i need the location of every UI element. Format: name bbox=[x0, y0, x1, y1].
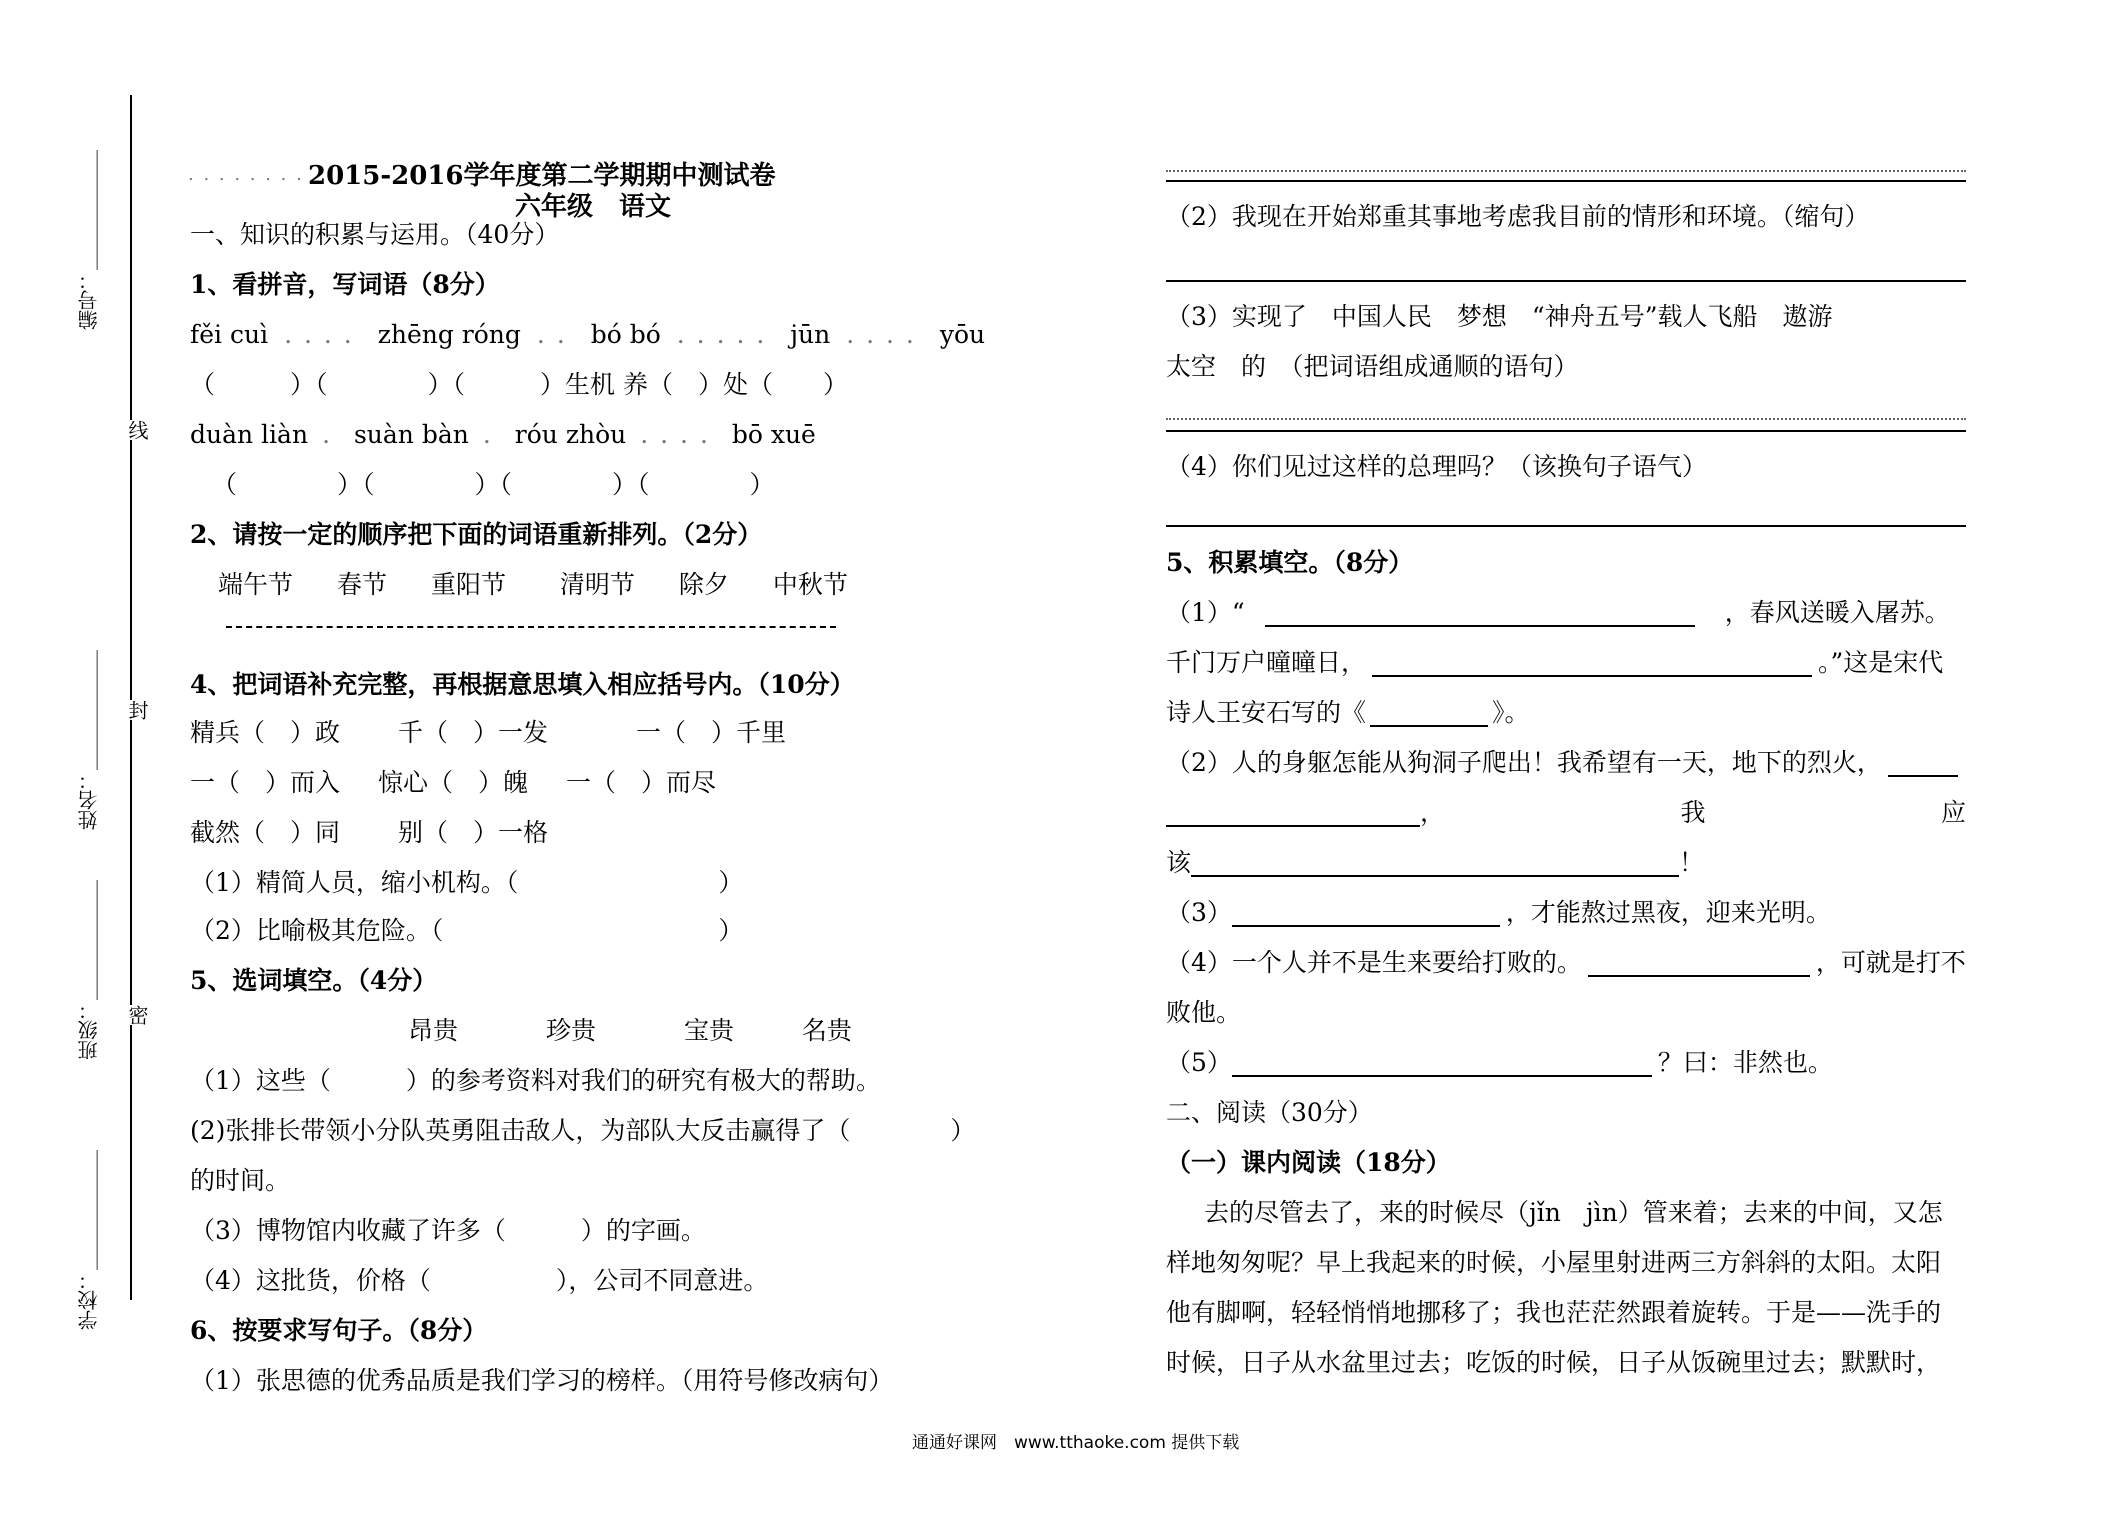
fill-blank[interactable] bbox=[1888, 753, 1958, 777]
q5-heading: 5、选词填空。（4分） bbox=[190, 966, 438, 995]
pinyin-item: bō xuē bbox=[731, 420, 816, 449]
q1-answer-row-1: （ ）（ ）（ ）生机 养（ ）处（ ） bbox=[190, 370, 848, 399]
fill-blank[interactable] bbox=[1166, 803, 1420, 827]
page-footer: 通通好课网 www.tthaoke.com 提供下载 bbox=[912, 1433, 1240, 1453]
q5-sentence-1: （1）这些（ ）的参考资料对我们的研究有极大的帮助。 bbox=[190, 1066, 881, 1095]
q6-sentence-3b: 太空 的 （把词语组成通顺的语句） bbox=[1166, 352, 1579, 381]
binding-field-school: 学校：＿＿＿＿＿＿ bbox=[77, 1150, 101, 1330]
q2-heading: 2、请按一定的顺序把下面的词语重新排列。（2分） bbox=[190, 520, 763, 549]
answer-line[interactable] bbox=[1166, 525, 1966, 527]
pinyin-item: bó bó bbox=[590, 320, 661, 349]
q7-heading: 5、积累填空。（8分） bbox=[1166, 548, 1414, 577]
q4-idiom-row-3: 截然（ ）同 别（ ）一格 bbox=[190, 818, 548, 847]
q4-heading: 4、把词语补充完整，再根据意思填入相应括号内。（10分） bbox=[190, 670, 855, 699]
word-item: 春节 bbox=[336, 570, 387, 599]
fill-blank[interactable] bbox=[1372, 653, 1812, 677]
q7-item-2a: （2）人的身躯怎能从狗洞子爬出！我希望有一天，地下的烈火， bbox=[1166, 746, 1958, 780]
q6-sentence-3a: （3）实现了 中国人民 梦想 “神舟五号”载人飞船 遨游 bbox=[1166, 302, 1833, 331]
page-subtitle: 六年级 语文 bbox=[515, 192, 672, 222]
page-title: 2015-2016学年度第二学期期中测试卷 bbox=[308, 161, 776, 191]
q7-item-5: （5） ？曰：非然也。 bbox=[1166, 1048, 1833, 1077]
pinyin-item: duàn liàn bbox=[190, 420, 309, 449]
q7-item-3: （3） ，才能熬过黑夜，迎来光明。 bbox=[1166, 898, 1831, 927]
word-item: 中秋节 bbox=[772, 570, 848, 599]
fill-blank[interactable] bbox=[1588, 953, 1810, 977]
q2-answer-line[interactable] bbox=[226, 626, 836, 628]
q1-pinyin-row-2: duàn liàn . suàn bàn . róu zhòu . . . . bō xuē bbox=[190, 420, 816, 449]
q4-idiom-row-1: 精兵（ ）政 千（ ）一发 一（ ）千里 bbox=[190, 718, 786, 747]
q6-sentence-1: （1）张思德的优秀品质是我们学习的榜样。（用符号修改病句） bbox=[190, 1366, 894, 1395]
q2-word-list bbox=[218, 568, 848, 602]
q5-sentence-3: （3）博物馆内收藏了许多（ ）的字画。 bbox=[190, 1216, 706, 1245]
q1-heading: 1、看拼音，写词语（8分） bbox=[190, 270, 500, 299]
answer-line[interactable] bbox=[1166, 280, 1966, 282]
binding-line bbox=[130, 95, 132, 1300]
q6-heading: 6、按要求写句子。（8分） bbox=[190, 1316, 488, 1345]
pinyin-item: róu zhòu bbox=[514, 420, 627, 449]
q7-item-2b: ， 我 应 bbox=[1166, 796, 1966, 830]
answer-line-dotted bbox=[1166, 418, 1966, 420]
word-item: 端午节 bbox=[218, 570, 294, 599]
q6-sentence-2: （2）我现在开始郑重其事地考虑我目前的情形和环境。（缩句） bbox=[1166, 202, 1870, 231]
section-2-1-heading: （一）课内阅读（18分） bbox=[1166, 1148, 1451, 1177]
q7-item-2c: 该 ！ bbox=[1166, 848, 1705, 877]
q7-item-4a: （4）一个人并不是生来要给打败的。 ，可就是打不 bbox=[1166, 948, 1966, 977]
title-dots: . . . . . . . . bbox=[188, 164, 304, 185]
pinyin-item: jūn bbox=[790, 320, 831, 349]
q7-item-1c: 诗人王安石写的《 》。 bbox=[1166, 698, 1530, 727]
q7-item-1b: 千门万户曈曈日， 。”这是宋代 bbox=[1166, 648, 1944, 677]
q1-answer-row-2: （ ）（ ）（ ）（ ） bbox=[212, 470, 775, 499]
q5-sentence-2-cont: 的时间。 bbox=[190, 1166, 291, 1195]
seal-char-seal: 封 bbox=[123, 700, 152, 720]
fill-blank[interactable] bbox=[1265, 603, 1695, 627]
fill-blank[interactable] bbox=[1232, 903, 1500, 927]
passage-line: 去的尽管去了，来的时候尽（jǐn jìn）管来着；去来的中间，又怎 bbox=[1204, 1198, 1943, 1227]
answer-line[interactable] bbox=[1166, 430, 1966, 432]
q1-pinyin-row-1: fěi cuì . . . . zhēng róng . . bó bó . . . . . jūn . . . . yōu bbox=[190, 320, 986, 349]
q7-item-4b: 败他。 bbox=[1166, 998, 1242, 1027]
passage-line: 他有脚啊，轻轻悄悄地挪移了；我也茫茫然跟着旋转。于是——洗手的 bbox=[1166, 1298, 1942, 1327]
seal-char-secret: 密 bbox=[123, 1005, 152, 1025]
binding-field-class: 班级：＿＿＿＿＿＿ bbox=[77, 880, 101, 1060]
q4-idiom-row-2: 一（ ）而入 惊心（ ）魄 一（ ）而尽 bbox=[190, 768, 716, 797]
word-item: 清明节 bbox=[559, 570, 635, 599]
passage-line: 时候，日子从水盆里过去；吃饭的时候，日子从饭碗里过去；默默时， bbox=[1166, 1348, 1942, 1377]
q5-word-bank: 昂贵 珍贵 宝贵 名贵 bbox=[408, 1016, 852, 1045]
binding-field-number: 编号：＿＿＿＿＿＿ bbox=[77, 150, 101, 330]
fill-blank[interactable] bbox=[1232, 1053, 1652, 1077]
word-item: 除夕 bbox=[678, 570, 729, 599]
fill-blank[interactable] bbox=[1370, 703, 1488, 727]
binding-field-name: 姓名：＿＿＿＿＿＿ bbox=[77, 650, 101, 830]
answer-line[interactable] bbox=[1166, 180, 1966, 182]
pinyin-item: yōu bbox=[939, 320, 986, 349]
q5-sentence-2: (2)张排长带领小分队英勇阻击敌人，为部队大反击赢得了（ ） bbox=[190, 1116, 976, 1145]
q5-sentence-4: （4）这批货，价格（ ），公司不同意进。 bbox=[190, 1266, 769, 1295]
section-1-heading: 一、知识的积累与运用。（40分） bbox=[190, 220, 560, 249]
seal-char-line: 线 bbox=[123, 420, 152, 440]
fill-blank[interactable] bbox=[1191, 853, 1679, 877]
q4-meaning-1: （1）精简人员，缩小机构。（ ） bbox=[190, 868, 744, 897]
q4-meaning-2: （2）比喻极其危险。（ ） bbox=[190, 916, 744, 945]
pinyin-item: fěi cuì bbox=[190, 320, 269, 349]
pinyin-item: suàn bàn bbox=[353, 420, 469, 449]
answer-line-dotted bbox=[1166, 170, 1966, 172]
section-2-heading: 二、阅读（30分） bbox=[1166, 1098, 1373, 1127]
pinyin-item: zhēng róng bbox=[377, 320, 521, 349]
q6-sentence-4: （4）你们见过这样的总理吗？（该换句子语气） bbox=[1166, 452, 1707, 481]
q7-item-1a: （1）“ ，春风送暖入屠苏。 bbox=[1166, 598, 1950, 627]
word-item: 重阳节 bbox=[430, 570, 506, 599]
passage-line: 样地匆匆呢？早上我起来的时候，小屋里射进两三方斜斜的太阳。太阳 bbox=[1166, 1248, 1942, 1277]
